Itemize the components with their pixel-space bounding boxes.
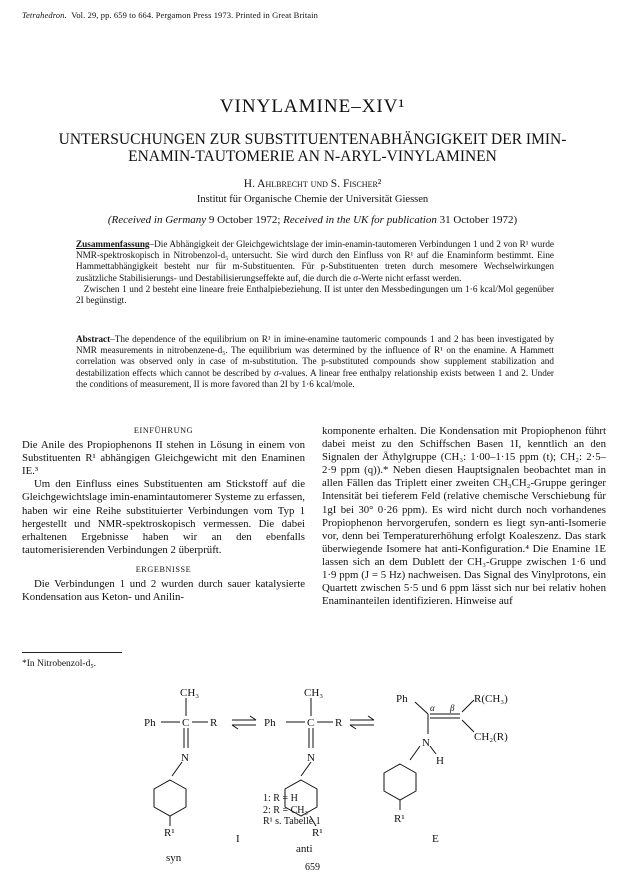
institution: Institut für Organische Chemie der Universität Giessen [196, 194, 429, 205]
journal-details: Vol. 29, pp. 659 to 664. Pergamon Press 1973. Printed in Great Britain [71, 10, 318, 20]
e-bond-ph [415, 702, 428, 714]
para-intro-2: Um den Einfluss eines Substituenten am Stickstoff auf die Gleichgewichtslage imin-enamintautomerer Systeme zu erfassen, haben wir eine Reihe substituierter Verbindungen vom Typ 1 hergestellt und NMR-spektroskopisch vermessen. Die dabei erhaltenen Ergebnisse haben wir an den ebenfalls tautomerisierenden Verbindungen 2 überprüft. [22, 478, 305, 556]
syn-r1-label: R¹ [164, 827, 175, 839]
heading-ergebnisse: ERGEBNISSE [135, 564, 192, 574]
received-b: 9 October 1972; [208, 214, 281, 226]
anti-bond-n-ring [301, 762, 311, 776]
def-3: R¹ s. Tabelle 1 [263, 816, 321, 827]
def-2: 2: R = CH₃ [263, 804, 308, 816]
heading-einfuehrung: EINFÜHRUNG [133, 426, 194, 435]
e-bond-r [462, 700, 474, 712]
def-1: 1: R = H [263, 793, 298, 804]
e-ph-label: Ph [396, 693, 408, 705]
e-bond-n-ring [410, 746, 420, 760]
scheme-defs-block [263, 793, 321, 828]
para-results: Die Verbindungen 1 und 2 wurden durch sauer katalysierte Kondensation aus Keton- und Anilin- [22, 578, 305, 604]
abstract [76, 334, 554, 390]
footnote-rule [22, 652, 122, 653]
syn-ph-label: Ph [144, 717, 156, 729]
syn-ch3-label: CH₃ [180, 687, 200, 699]
syn-r-label: R [210, 717, 218, 729]
received-line [0, 214, 625, 226]
running-head [22, 10, 318, 20]
article-title: VINYLAMINE–XIV¹ [219, 96, 406, 117]
right-column [322, 425, 606, 608]
syn-c-label: C [182, 717, 190, 729]
syn-bond-n-ring [172, 762, 182, 776]
received-a: (Received in Germany [107, 214, 207, 226]
abstract-label: Abstract [76, 334, 111, 344]
anti-n-label: N [307, 752, 315, 764]
anti-ch3-label: CH₃ [304, 687, 324, 699]
e-ring [384, 764, 416, 800]
e-h-label: H [436, 755, 444, 767]
e-r1-label: R¹ [394, 813, 405, 825]
zusammenfassung-label: Zusammenfassung [76, 239, 150, 249]
eq-arrow-2-tail [350, 725, 356, 729]
article-subtitle: UNTERSUCHUNGEN ZUR SUBSTITUENTENABHÄNGIGKEIT DER IMIN-ENAMIN-TAUTOMERIE AN N-ARYL-VINYLAMINEN [58, 131, 567, 165]
footnote: *In Nitrobenzol-d₅. [22, 659, 97, 669]
zusammenfassung-text2: Zwischen 1 und 2 besteht eine lineare freie Enthalpiebeziehung. II ist unter den Messbedingungen um 1·6 kcal/Mol gegenüber 2I begünstigt. [76, 283, 555, 306]
anti-r1-label: R¹ [312, 827, 323, 839]
syn-ring [154, 780, 186, 816]
para-intro-1: Die Anile des Propiophenons II stehen in Lösung in einem von Substituenten R¹ abhängigen Gleichgewicht mit den Enaminen IE.³ [22, 439, 305, 478]
chemical-scheme [0, 680, 625, 864]
e-alpha-label: α [430, 703, 435, 713]
e-n-label: N [422, 737, 430, 749]
page-number: 659 [305, 862, 320, 873]
zusammenfassung [76, 239, 554, 306]
right-column-text: komponente erhalten. Die Kondensation mit Propiophenon führt dabei meist zu den Schiffschen Basen 1I, kenntlich an den Signalen der Äthylgruppe (CH₃: 1·00–1·15 ppm (t); CH₂: 2·5–2·9 ppm (q)).* Neben diesen Hauptsignalen beobachtet man in allen Fällen das Triplett einer zweiten CH₃CH₂-Gruppe geringer Intensität bei tieferem Feld (relative chemische Verschiebung für 1gI bei 30° 0·26 ppm). Es wird nicht durch noch vorhandenes Propiophenon hervorgerufen, sondern es liegt syn-anti-Isomerie vor, denn bei Temperaturerhöhung erfolgt Koaleszenz. Das stark überwiegende Isomere hat anti-Konfiguration.⁴ Die Enamine 1E lassen sich an dem Dublett der CH₃-Gruppe zwischen 1·6 und 1·9 ppm (J = 5 Hz) nachweisen. Das Signal des Vinylprotons, ein Quartett zwischen 5·5 und 6 ppm lässt sich nur bei relativ hohen Enaminanteilen identifizieren. Hinweise auf [322, 425, 606, 608]
e-r-ch3-label: R(CH₃) [474, 693, 508, 705]
anti-r-label: R [335, 717, 343, 729]
e-bond-nh [430, 746, 436, 754]
left-column [22, 424, 305, 604]
label-e: E [432, 833, 439, 845]
received-c: Received in the UK for publication [283, 214, 437, 226]
eq-arrow-1-head [250, 716, 256, 720]
e-ch2r-label: CH₂(R) [474, 731, 508, 743]
e-bond-ch2 [462, 720, 474, 732]
syn-n-label: N [181, 752, 189, 764]
journal-name: Tetrahedron. [22, 10, 67, 20]
label-syn: syn [166, 852, 182, 864]
eq-arrow-1-tail [232, 725, 238, 729]
label-anti: anti [296, 843, 313, 855]
eq-arrow-2-head [368, 716, 374, 720]
zusammenfassung-text: –Die Abhängigkeit der Gleichgewichtslage der imin-enamin-tautomeren Verbindungen 1 und 2 von R¹ wurde NMR-spektroskopisch in Nitrobenzol-d₅ untersucht. Sie wird durch den Einfluss von R¹ auf die Enaminform bestimmt. Eine Hammettabhängigkeit besteht nur für m-Substituenten. Für p-Substituenten treten durch mesomere Wechselwirkungen zusätzliche Stabilisierungs- und Destabilisierungseffekte auf, die durch die σ-Werte nicht erfasst werden. [76, 239, 554, 283]
received-d: 31 October 1972) [439, 214, 518, 226]
anti-c-label: C [307, 717, 315, 729]
anti-ph-label: Ph [264, 717, 276, 729]
abstract-text: –The dependence of the equilibrium on R¹ in imine-enamine tautomeric compounds 1 and 2 has been investigated by NMR measurements in nitrobenzene-d₅. The equilibrium was determined by the influence of R¹ on the enamine. A Hammett correlation was observed only in case of m-substitution. The p-substituted compounds show supplement stabilization and destabilization effects which cannot be described by σ-values. A linear free enthalpy relationship exists between 1 and 2. Under the conditions of measurement, II is more favored than 2I by 1·6 kcal/mole. [76, 334, 554, 389]
label-i: I [236, 833, 240, 845]
authors: H. Ahlbrecht und S. Fischer² [243, 178, 382, 190]
e-beta-label: β [450, 703, 455, 713]
